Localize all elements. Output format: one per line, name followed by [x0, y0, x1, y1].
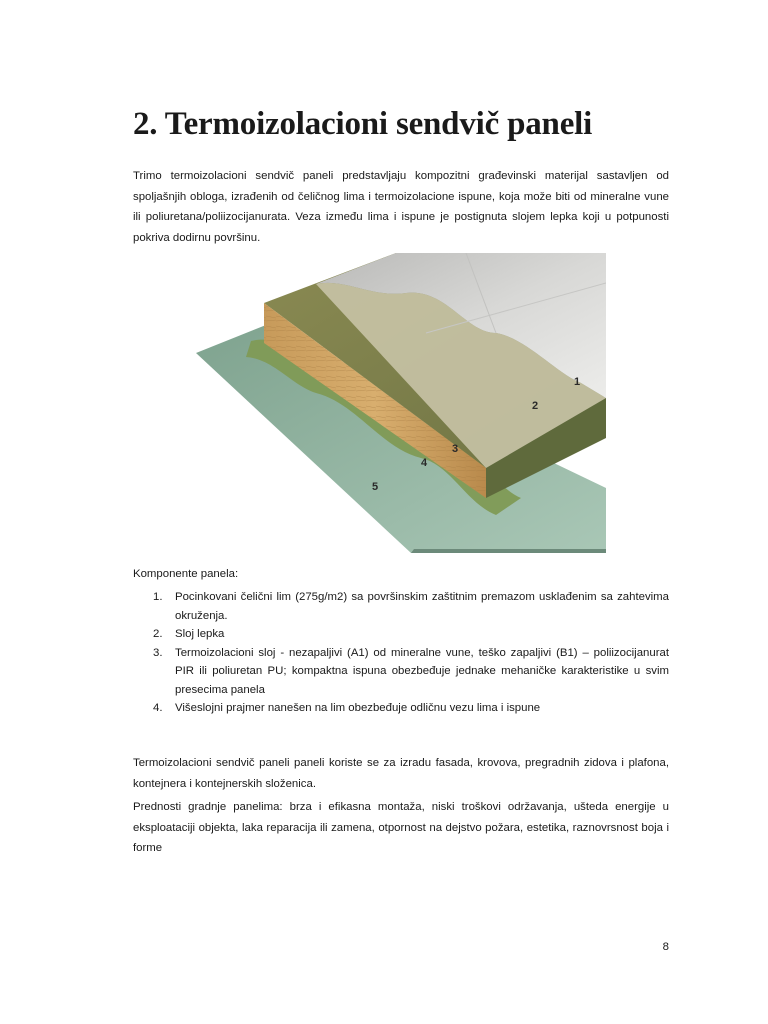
- list-item: [133, 644, 669, 700]
- list-item: [133, 699, 669, 718]
- list-item-text: Sloj lepka: [175, 628, 225, 640]
- list-item: [133, 625, 669, 644]
- list-item-text: Pocinkovani čelični lim (275g/m2) sa površinskim zaštitnim premazom usklađenim sa zahtevima okruženja.: [175, 591, 669, 622]
- list-item-number: 4.: [153, 702, 163, 714]
- marker-5: 5: [372, 481, 379, 493]
- sandwich-panel-illustration: [196, 253, 606, 553]
- marker-4: 4: [421, 457, 428, 469]
- marker-1: 1: [574, 376, 581, 388]
- components-heading: Komponente panela:: [133, 568, 239, 580]
- page-title: 2. Termoizolacioni sendvič paneli: [133, 106, 593, 142]
- usage-paragraph: Termoizolacioni sendvič paneli paneli koriste se za izradu fasada, krovova, pregradnih zidova i plafona, kontejnera i kontejnerskih složenica.: [133, 757, 669, 790]
- list-item-number: 2.: [153, 628, 163, 640]
- marker-2: 2: [532, 400, 539, 412]
- page-number: 8: [662, 941, 669, 953]
- components-list: [133, 588, 669, 718]
- list-item-number: 1.: [153, 591, 163, 603]
- list-item-number: 3.: [153, 646, 163, 659]
- list-item-text: Višeslojni prajmer nanešen na lim obezbeđuje odličnu vezu lima i ispune: [175, 702, 541, 714]
- advantages-paragraph: Prednosti gradnje panelima: brza i efikasna montaža, niski troškovi održavanja, ušteda energije u eksploataciji objekta, laka reparacija ili zamena, otpornost na dejstvo požara, estetika, raznovrsnost boja i forme: [133, 801, 669, 854]
- list-item-text: Termoizolacioni sloj - nezapaljivi (A1) od mineralne vune, teško zapaljivi (B1) – poliizocijanurat PIR ili poliuretan PU; kompaktna ispuna obezbeđuje jednake mehaničke karakteristike u svim presecima panela: [175, 646, 669, 696]
- marker-3: 3: [452, 443, 459, 455]
- list-item: [133, 588, 669, 625]
- intro-paragraph: Trimo termoizolacioni sendvič paneli predstavljaju kompozitni građevinski materijal sastavljen od spoljašnjih obloga, izrađenih od čeličnog lima i termoizolacione ispune, koja može biti od mineralne vune ili poliuretana/poliizocijanurata. Veza između lima i ispune je postignuta slojem lepka koji u potpunosti pokriva dodirnu površinu.: [133, 170, 669, 244]
